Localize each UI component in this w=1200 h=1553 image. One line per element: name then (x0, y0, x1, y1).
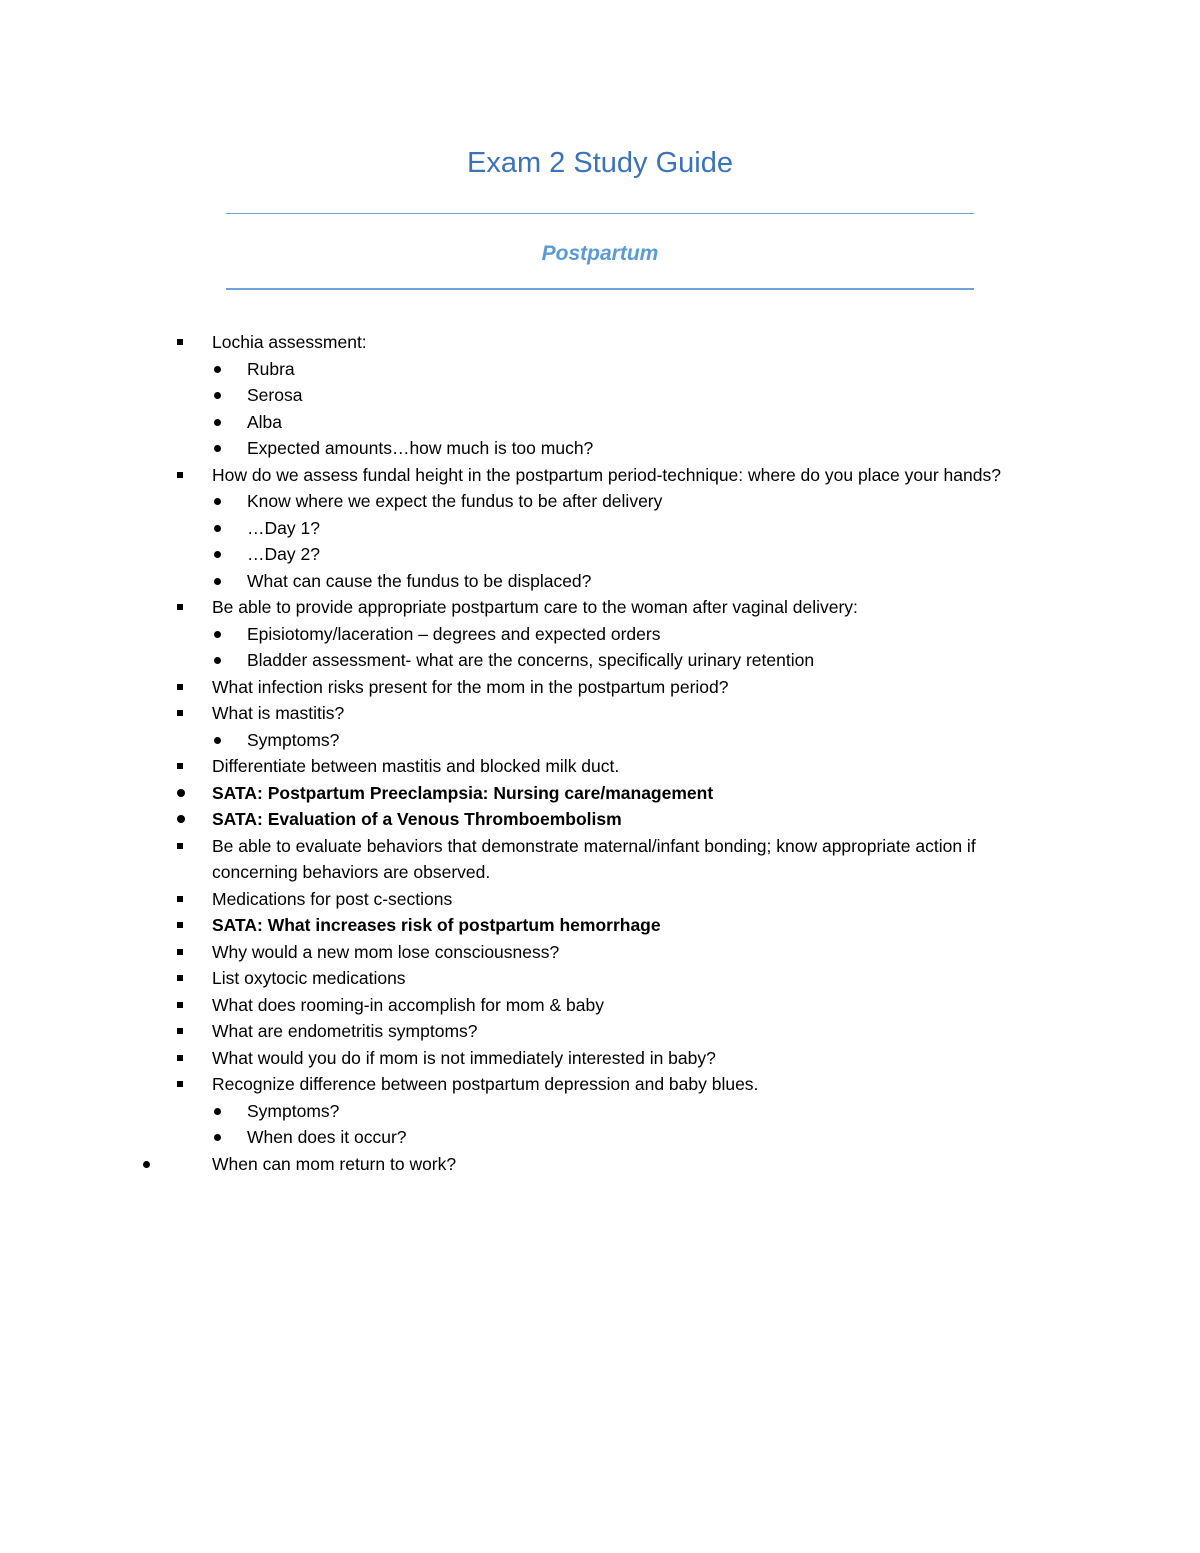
list-item-text: How do we assess fundal height in the postpartum period-technique: where do you place your hands? (212, 464, 1001, 485)
list-item-text: Be able to provide appropriate postpartum care to the woman after vaginal delivery: (212, 597, 858, 617)
list-item-text: What is mastitis? (212, 703, 345, 723)
list-item (0, 382, 1200, 409)
list-item (0, 939, 1200, 966)
square-bullet-icon (176, 462, 186, 488)
round-bullet-icon (213, 435, 223, 461)
list-item-text: What are endometritis symptoms? (212, 1021, 478, 1041)
list-item-text: Differentiate between mastitis and blocked milk duct. (212, 756, 620, 776)
round-bullet-icon (213, 727, 223, 753)
list-item-text: Rubra (247, 358, 295, 379)
list-item (0, 886, 1200, 913)
round-bullet-icon (142, 1151, 152, 1177)
list-item-text: Why would a new mom lose consciousness? (212, 941, 560, 962)
round-bullet-icon (213, 356, 223, 382)
round-bullet-icon (213, 409, 223, 435)
list-item (0, 541, 1200, 568)
list-item-text: List oxytocic medications (212, 968, 406, 988)
list-item (0, 409, 1200, 436)
list-item (0, 992, 1200, 1019)
round-bullet-icon (213, 382, 223, 408)
list-item (0, 647, 1200, 674)
list-item-text: Alba (247, 411, 283, 432)
list-item-text: Lochia assessment: (212, 332, 367, 352)
list-item-text: When can mom return to work? (212, 1153, 457, 1174)
list-item (0, 1018, 1200, 1045)
list-item (0, 1098, 1200, 1125)
round-bullet-icon (176, 806, 186, 832)
list-item-text: Symptoms? (247, 1100, 340, 1121)
square-bullet-icon (176, 992, 186, 1018)
list-item (0, 727, 1200, 754)
square-bullet-icon (176, 700, 186, 726)
list-item (0, 833, 1200, 886)
list-item-text: SATA: Postpartum Preeclampsia: Nursing care/management (212, 782, 714, 803)
square-bullet-icon (176, 1071, 186, 1097)
square-bullet-icon (176, 965, 186, 991)
list-item-text: Episiotomy/laceration – degrees and expected orders (247, 623, 661, 644)
list-item-text: When does it occur? (247, 1127, 407, 1147)
list-item-text: SATA: What increases risk of postpartum hemorrhage (212, 915, 661, 935)
list-item (0, 356, 1200, 383)
list-item-text: What would you do if mom is not immediately interested in baby? (212, 1047, 716, 1068)
list-item-text: Symptoms? (247, 729, 340, 750)
round-bullet-icon (213, 541, 223, 567)
title-divider-bottom (226, 288, 974, 290)
list-item (0, 621, 1200, 648)
list-item (0, 1071, 1200, 1098)
list-item (0, 912, 1200, 939)
round-bullet-icon (213, 1124, 223, 1150)
list-item (0, 488, 1200, 515)
title-divider-top (226, 213, 974, 214)
list-item (0, 806, 1200, 833)
list-item-text: Know where we expect the fundus to be after delivery (247, 491, 663, 511)
list-item-text: Medications for post c-sections (212, 888, 453, 909)
list-item-text: …Day 2? (247, 544, 320, 564)
list-item (0, 780, 1200, 807)
square-bullet-icon (176, 886, 186, 912)
list-item (0, 753, 1200, 780)
square-bullet-icon (176, 1018, 186, 1044)
list-item-text: Be able to evaluate behaviors that demonstrate maternal/infant bonding; know appropriate action if concerning behaviors are observed. (212, 835, 976, 882)
list-item (0, 329, 1200, 356)
round-bullet-icon (176, 780, 186, 806)
list-item (0, 965, 1200, 992)
list-item (0, 674, 1200, 701)
list-item-text: Serosa (247, 385, 303, 405)
list-item-text: …Day 1? (247, 517, 320, 538)
square-bullet-icon (176, 1045, 186, 1071)
round-bullet-icon (213, 647, 223, 673)
square-bullet-icon (176, 674, 186, 700)
list-item-text: What does rooming-in accomplish for mom & baby (212, 994, 604, 1015)
section-heading: Postpartum (541, 242, 659, 265)
study-guide-list (0, 329, 1200, 1177)
round-bullet-icon (213, 515, 223, 541)
list-item-text: Expected amounts…how much is too much? (247, 438, 594, 458)
list-item-text: Recognize difference between postpartum depression and baby blues. (212, 1074, 759, 1094)
document-title: Exam 2 Study Guide (467, 147, 733, 179)
list-item (0, 568, 1200, 595)
round-bullet-icon (213, 568, 223, 594)
list-item (0, 515, 1200, 542)
round-bullet-icon (213, 621, 223, 647)
list-item-text: SATA: Evaluation of a Venous Thromboembolism (212, 809, 622, 829)
list-item (0, 435, 1200, 462)
list-item (0, 700, 1200, 727)
list-item (0, 594, 1200, 621)
square-bullet-icon (176, 912, 186, 938)
square-bullet-icon (176, 753, 186, 779)
square-bullet-icon (176, 833, 186, 859)
list-item (0, 1045, 1200, 1072)
list-item-text: What infection risks present for the mom in the postpartum period? (212, 676, 729, 697)
list-item (0, 1151, 1200, 1178)
square-bullet-icon (176, 594, 186, 620)
list-item (0, 1124, 1200, 1151)
list-item (0, 462, 1200, 489)
list-item-text: What can cause the fundus to be displaced? (247, 570, 592, 591)
round-bullet-icon (213, 1098, 223, 1124)
square-bullet-icon (176, 329, 186, 355)
round-bullet-icon (213, 488, 223, 514)
list-item-text: Bladder assessment- what are the concerns, specifically urinary retention (247, 650, 815, 670)
square-bullet-icon (176, 939, 186, 965)
